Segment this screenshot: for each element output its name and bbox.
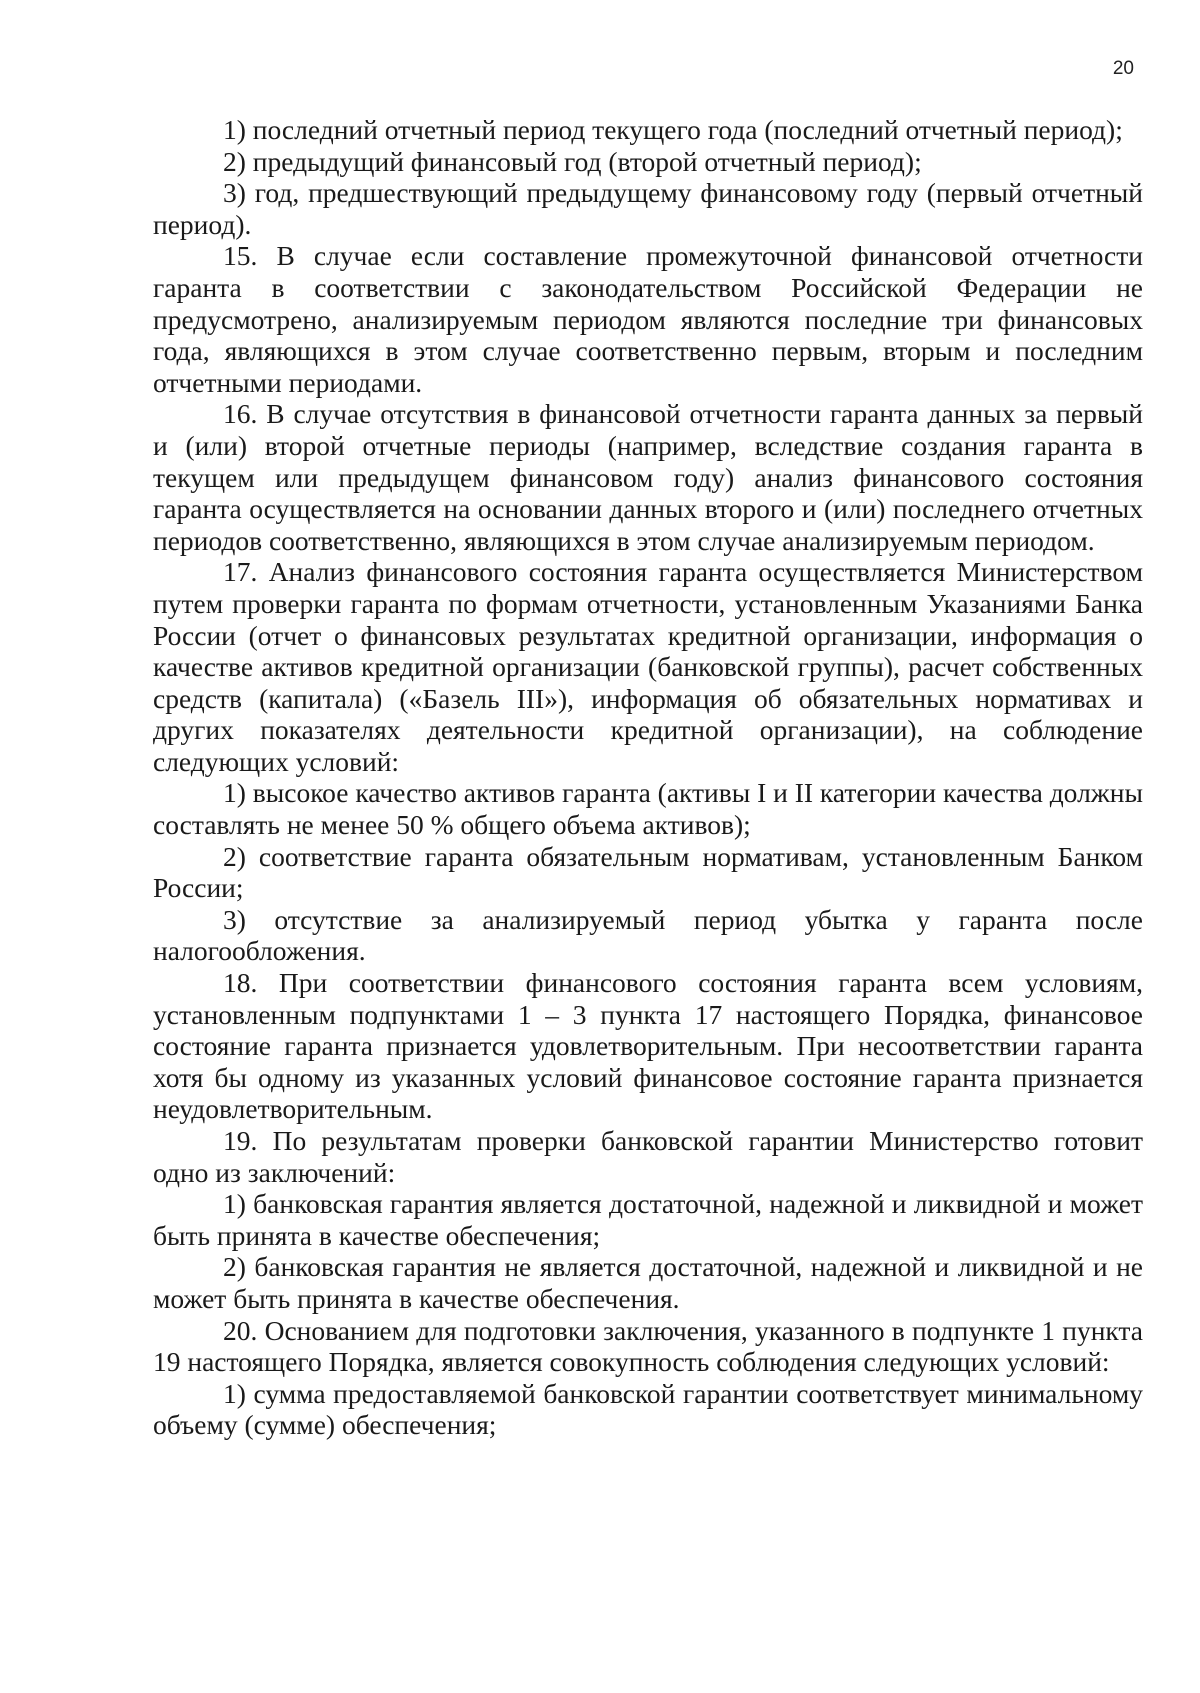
- page-number: 20: [1112, 58, 1134, 79]
- paragraph-clause-17-item-3: 3) отсутствие за анализируемый период убытка у гаранта после налогообложения.: [153, 903, 1143, 967]
- paragraph-period-last: 1) последний отчетный период текущего года (последний отчетный период);: [223, 114, 1123, 145]
- document-body: [153, 114, 1143, 1441]
- paragraph-period-first: 3) год, предшествующий предыдущему финансовому году (первый отчетный период).: [153, 177, 1143, 240]
- paragraph-clause-15: 15. В случае если составление промежуточной финансовой отчетности гаранта в соответствии с законодательством Российской Федерации не предусмотрено, анализируемым периодом являются последние три финансовых года, являющихся в этом случае соответственно первым, вторым и последним отчетными периодами.: [153, 240, 1143, 398]
- paragraph-clause-19: 19. По результатам проверки банковской гарантии Министерство готовит одно из заключений:: [153, 1125, 1143, 1188]
- paragraph-clause-20: 20. Основанием для подготовки заключения, указанного в подпункте 1 пункта 19 настоящего Порядка, является совокупность соблюдения следующих условий:: [153, 1314, 1143, 1378]
- paragraph-clause-20-item-1: 1) сумма предоставляемой банковской гарантии соответствует минимальному объему (сумме) обеспечения;: [153, 1377, 1143, 1441]
- paragraph-clause-19-item-1: 1) банковская гарантия является достаточной, надежной и ликвидной и может быть принята в качестве обеспечения;: [153, 1188, 1143, 1251]
- paragraph-clause-17-item-1: 1) высокое качество активов гаранта (активы I и II категории качества должны составлять не менее 50 % общего объема активов);: [153, 777, 1143, 841]
- paragraph-clause-16: 16. В случае отсутствия в финансовой отчетности гаранта данных за первый и (или) второй отчетные периоды (например, вследствие создания гаранта в текущем или предыдущем финансовом году) анализ финансового состояния гаранта осуществляется на основании данных второго и (или) последнего отчетных периодов соответственно, являющихся в этом случае анализируемым периодом.: [153, 398, 1143, 556]
- paragraph-clause-19-item-2: 2) банковская гарантия не является достаточной, надежной и ликвидной и не может быть принята в качестве обеспечения.: [153, 1251, 1143, 1314]
- paragraph-clause-17: 17. Анализ финансового состояния гаранта осуществляется Министерством путем проверки гаранта по формам отчетности, установленным Указаниями Банка России (отчет о финансовых результатах кредитной организации, информация о качестве активов кредитной организации (банковской группы), расчет собственных средств (капитала) («Базель III»), информация об обязательных нормативах и других показателях деятельности кредитной организации), на соблюдение следующих условий:: [153, 556, 1143, 777]
- paragraph-period-second: 2) предыдущий финансовый год (второй отчетный период);: [223, 145, 922, 177]
- paragraph-clause-17-item-2: 2) соответствие гаранта обязательным нормативам, установленным Банком России;: [153, 840, 1143, 904]
- paragraph-clause-18: 18. При соответствии финансового состояния гаранта всем условиям, установленным подпунктами 1 – 3 пункта 17 настоящего Порядка, финансовое состояние гаранта признается удовлетворительным. При несоответствии гаранта хотя бы одному из указанных условий финансовое состояние гаранта признается неудовлетворительным.: [153, 967, 1143, 1125]
